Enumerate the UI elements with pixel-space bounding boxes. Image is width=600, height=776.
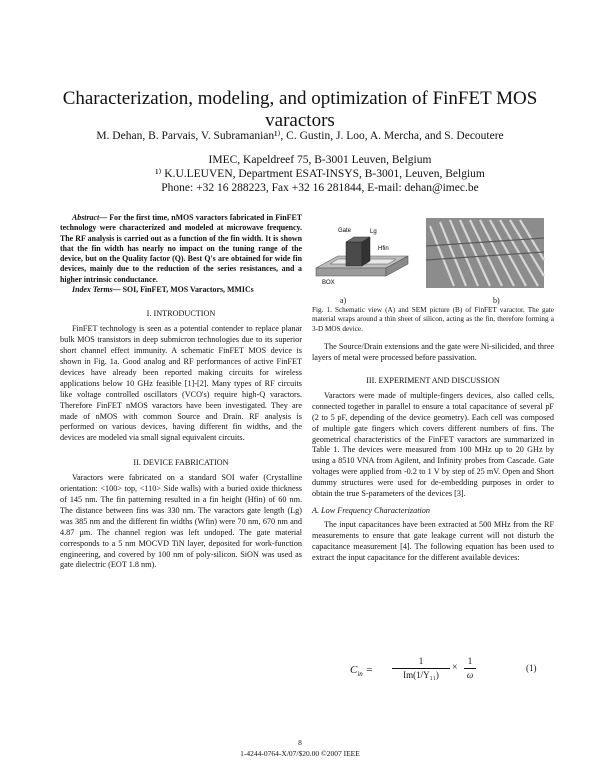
section-heading-introduction: I. INTRODUCTION <box>146 309 216 319</box>
page-number: 8 <box>298 738 302 747</box>
equation-fraction-2-denominator: ω <box>466 670 474 680</box>
index-terms <box>60 285 302 295</box>
low-frequency-paragraph: The input capacitances have been extracted at 500 MHz from the RF measurements to ensure that gate leakage current will not disturb the capacitance measurement [4]. The following equation has been used to extract the input capacitance for the different available devices: <box>312 519 554 562</box>
box-layer-front <box>316 268 386 276</box>
right-column <box>312 306 554 564</box>
section-heading-experiment: III. EXPERIMENT AND DISCUSSION <box>366 376 500 386</box>
introduction-paragraph: FinFET technology is seen as a potential contender to replace planar bulk MOS transistors in deep submicron technologies due to its superior short channel effect immunity. A schematic FinFET MOS device is shown in Fig. 1a. Good analog and RF performances of active FinFET devices have already been reported making circuits for wireless applications below 10 GHz feasible [1]-[2]. Many types of RF circuits like voltage controlled oscillators (VCO's) require high-Q varactors. Therefore FinFET nMOS varactors have been investigated. They are made of nMOS with common Source and Drain. RF analysis is performed on various devices, having different fin widths, and the devices are modeled via small signal equivalent circuits. <box>60 324 302 443</box>
copyright-footer: 1-4244-0764-X/07/$20.00 ©2007 IEEE <box>240 749 360 758</box>
sem-picture <box>426 218 544 288</box>
equation-lhs-symbol: C <box>350 664 358 676</box>
label-lg: Lg <box>370 229 377 235</box>
figure-label-b: b) <box>493 296 500 305</box>
equation-fraction-2-numerator: 1 <box>467 656 473 666</box>
subsection-heading-low-frequency: A. Low Frequency Characterization <box>312 506 430 515</box>
section-heading-device-fabrication: II. DEVICE FABRICATION <box>133 458 229 468</box>
figure-1 <box>308 216 548 298</box>
left-column <box>60 213 302 571</box>
index-terms-label: Index Terms <box>72 285 113 295</box>
label-hfin: Hfin <box>378 246 389 252</box>
affiliation-2: ¹⁾ K.U.LEUVEN, Department ESAT-INSYS, B-3001, Leuven, Belgium <box>155 168 485 180</box>
author-list: M. Dehan, B. Parvais, V. Subramanian¹⁾, C. Gustin, J. Loo, A. Mercha, and S. Decoutere <box>96 130 504 142</box>
affiliation-1: IMEC, Kapeldreef 75, B-3001 Leuven, Belgium <box>208 154 432 166</box>
equation-multiply: × <box>452 662 458 673</box>
paper-title: Characterization, modeling, and optimization of FinFET MOS varactors <box>62 88 538 131</box>
gate-front <box>346 242 362 266</box>
finfet-schematic <box>316 237 408 276</box>
equation-fraction-1-denominator: Im(1/Y₁₁) <box>403 670 439 680</box>
equation-fraction-1-numerator: 1 <box>418 656 424 666</box>
equation-fraction-1-bar <box>392 668 450 669</box>
fabrication-continued: The Source/Drain extensions and the gate were Ni-silicided, and three layers of metal were processed before passivation. <box>312 342 554 363</box>
equation-lhs-subscript: in <box>357 670 363 679</box>
label-box: BOX <box>322 280 335 286</box>
figure-1-caption: Fig. 1. Schematic view (A) and SEM picture (B) of FinFET varactor. The gate material wraps around a thin sheet of silicon, acting as the fin, therefore forming a 3-D MOS device. <box>312 306 554 333</box>
label-gate: Gate <box>338 228 352 234</box>
equation-fraction-2-bar <box>464 668 476 669</box>
gate-side <box>362 237 370 266</box>
contact-info: Phone: +32 16 288223, Fax +32 16 281844, E-mail: dehan@imec.be <box>161 182 479 194</box>
equation-1 <box>350 656 550 686</box>
experiment-paragraph: Varactors were made of multiple-fingers devices, also called cells, connected together in parallel to ensure a total capacitance of several pF (2 to 5 pF, depending of the device geometry). Each cell was composed of multiple gate fingers which covers different numbers of fins. The geometrical characteristics of the FinFET varactors are summarized in Table 1. The devices were measured from 100 MHz up to 20 GHz by using a 8510 VNA from Agilent, and Infinity probes from Cascade. Gate voltages were applied from -0.2 to 1 V by step of 25 mV. Open and Short dummy structures were used for de-embedding purposes in order to obtain the true S-parameters of the devices [3]. <box>312 390 554 499</box>
equation-lhs: $C_{in}$ = <box>350 664 373 679</box>
index-terms-text: — SOI, FinFET, MOS Varactors, MMICs <box>112 285 254 295</box>
abstract <box>60 213 302 285</box>
abstract-text: — For the first time, nMOS varactors fabricated in FinFET technology were characterized and modeled at microwave frequency. The RF analysis is carried out as a function of the fin width. It is shown that the fin width has nearly no impact on the tuning range of the device, but on the Quality factor (Q). Best Q's are obtained for wide fin devices, mainly due to the reduction of the series resistances, and a higher intrinsic conductance. <box>60 213 302 284</box>
figure-1-graphic <box>308 216 548 298</box>
figure-label-a: a) <box>340 296 347 305</box>
equation-number: (1) <box>526 663 537 673</box>
abstract-label: Abstract <box>72 213 100 222</box>
fabrication-paragraph: Varactors were fabricated on a standard SOI wafer (Crystalline orientation: <100> top, <110> Side walls) with a buried oxide thickness of 145 nm. The fin patterning resulted in a fin height (Hfin) of 60 nm. The distance between fins was 330 nm. The varactors gate length (Lg) was 385 nm and the different fin widths (Wfin) were 70 nm, 670 nm and 4.87 µm. The channel region was left undoped. The gate material corresponds to a 5 nm MOCVD TiN layer, deposited for work-function engineering, and covered by 100 nm of poly-silicon. SiON was used as gate dielectric (EOT 1.8 nm). <box>60 473 302 570</box>
